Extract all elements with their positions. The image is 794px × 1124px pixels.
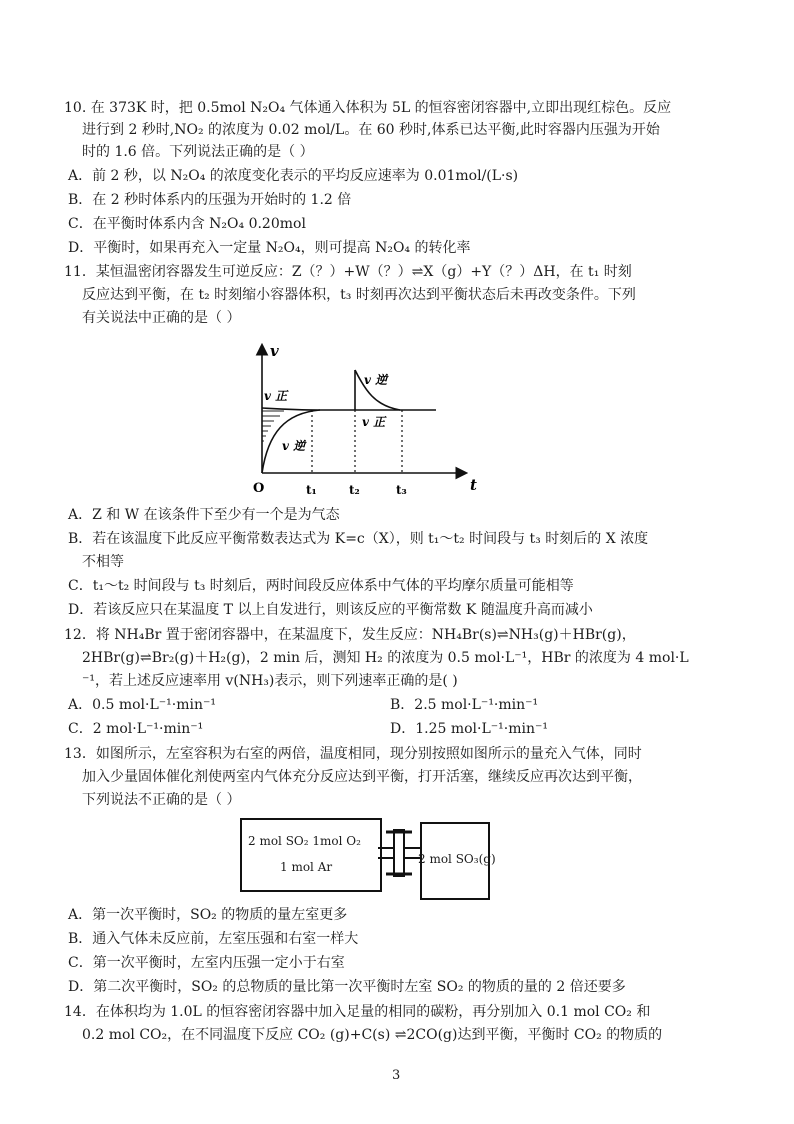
q10-line-1: 10. 在 373K 时，把 0.5mol N₂O₄ 气体通入体积为 5L 的恒容密闭容器中,立即出现红棕色。反应 — [64, 100, 672, 116]
v-forward-label-2: v 正 — [362, 415, 386, 429]
v-axis-label: v — [270, 342, 279, 360]
q13-line-1: 13．如图所示，左室容积为右室的两倍，温度相同，现分别按照如图所示的量充入气体，同时 — [64, 746, 642, 762]
left-chamber — [240, 818, 382, 892]
t2-label: t₂ — [349, 483, 360, 497]
q10-line-2: 进行到 2 秒时,NO₂ 的浓度为 0.02 mol/L。在 60 秒时,体系已达平衡,此时容器内压强为开始 — [82, 122, 660, 138]
t-axis-label: t — [470, 476, 477, 494]
q11-option-b-cont: 不相等 — [82, 554, 124, 570]
v-reverse-label-1: v 逆 — [282, 439, 306, 453]
q11-option-c: C．t₁～t₂ 时间段与 t₃ 时刻后，两时间段反应体系中气体的平均摩尔质量可能相等 — [68, 578, 574, 594]
q14-line-2: 0.2 mol CO₂，在不同温度下反应 CO₂ (g)+C(s) ⇌2CO(g)达到平衡，平衡时 CO₂ 的物质的 — [82, 1027, 663, 1043]
q12-option-a: A．0.5 mol·L⁻¹·min⁻¹ — [68, 697, 216, 713]
q12-option-b: B．2.5 mol·L⁻¹·min⁻¹ — [390, 697, 539, 713]
v-forward-label-1: v 正 — [264, 389, 288, 403]
q11-option-d: D．若该反应只在某温度 T 以上自发进行，则该反应的平衡常数 K 随温度升高而减小 — [68, 602, 593, 618]
q11-option-a: A．Z 和 W 在该条件下至少有一个是为气态 — [68, 507, 340, 523]
q10-option-c: C．在平衡时体系内含 N₂O₄ 0.20mol — [68, 216, 306, 232]
q12-option-c: C．2 mol·L⁻¹·min⁻¹ — [68, 721, 204, 737]
q12-option-d: D．1.25 mol·L⁻¹·min⁻¹ — [390, 721, 548, 737]
q12-line-2: 2HBr(g)⇌Br₂(g)＋H₂(g)，2 min 后，测知 H₂ 的浓度为 0.5 mol·L⁻¹，HBr 的浓度为 4 mol·L — [82, 650, 689, 666]
rate-time-graph — [250, 338, 490, 508]
q14-line-1: 14．在体积均为 1.0L 的恒容密闭容器中加入足量的相同的碳粉，再分别加入 0.1 mol CO₂ 和 — [64, 1004, 651, 1020]
q13-option-d: D．第二次平衡时，SO₂ 的总物质的量比第一次平衡时左室 SO₂ 的物质的量的 2 倍还要多 — [68, 979, 626, 995]
q11-line-1: 11．某恒温密闭容器发生可逆反应：Z（？）+W（？）⇌X（g）+Y（？）ΔH，在 t₁ 时刻 — [64, 264, 632, 280]
left-chamber-contents-1: 2 mol SO₂ 1mol O₂ — [248, 834, 361, 848]
right-chamber — [418, 822, 496, 900]
q10-line-3: 时的 1.6 倍。下列说法正确的是（ ） — [82, 144, 314, 160]
q11-line-3: 有关说法中正确的是（ ） — [82, 310, 241, 326]
q13-line-2: 加入少量固体催化剂使两室内气体充分反应达到平衡，打开活塞，继续反应再次达到平衡， — [82, 769, 642, 785]
q12-line-1: 12．将 NH₄Br 置于密闭容器中，在某温度下，发生反应：NH₄Br(s)⇌NH₃(g)＋HBr(g)， — [64, 627, 636, 643]
q11-line-2: 反应达到平衡，在 t₂ 时刻缩小容器体积，t₃ 时刻再次达到平衡状态后未再改变条件。下列 — [82, 287, 636, 303]
origin-label: O — [253, 481, 265, 496]
q11-option-b: B．若在该温度下此反应平衡常数表达式为 K=c（X），则 t₁～t₂ 时间段与 t₃ 时刻后的 X 浓度 — [68, 531, 649, 547]
forward-rate-curve — [262, 408, 320, 410]
right-chamber-contents: 2 mol SO₃(g) — [418, 852, 496, 866]
q13-option-b: B．通入气体未反应前，左室压强和右室一样大 — [68, 931, 359, 947]
q10-option-a: A．前 2 秒，以 N₂O₄ 的浓度变化表示的平均反应速率为 0.01mol/(L·s) — [68, 168, 519, 184]
t1-label: t₁ — [306, 483, 317, 497]
t3-label: t₃ — [396, 483, 407, 497]
v-reverse-label-2: v 逆 — [364, 373, 388, 387]
q13-option-a: A．第一次平衡时，SO₂ 的物质的量左室更多 — [68, 907, 348, 923]
stopcock-valve[interactable] — [378, 826, 420, 880]
q10-option-b: B．在 2 秒时体系内的压强为开始时的 1.2 倍 — [68, 192, 352, 208]
page-number: 3 — [392, 1068, 401, 1083]
q13-option-c: C．第一次平衡时，左室内压强一定小于右室 — [68, 955, 345, 971]
q10-option-d: D．平衡时，如果再充入一定量 N₂O₄，则可提高 N₂O₄ 的转化率 — [68, 240, 471, 256]
q12-line-3: ⁻¹，若上述反应速率用 v(NH₃)表示，则下列速率正确的是( ) — [82, 673, 458, 689]
q13-line-3: 下列说法不正确的是（ ） — [82, 792, 241, 808]
left-chamber-contents-2: 1 mol Ar — [280, 860, 333, 874]
